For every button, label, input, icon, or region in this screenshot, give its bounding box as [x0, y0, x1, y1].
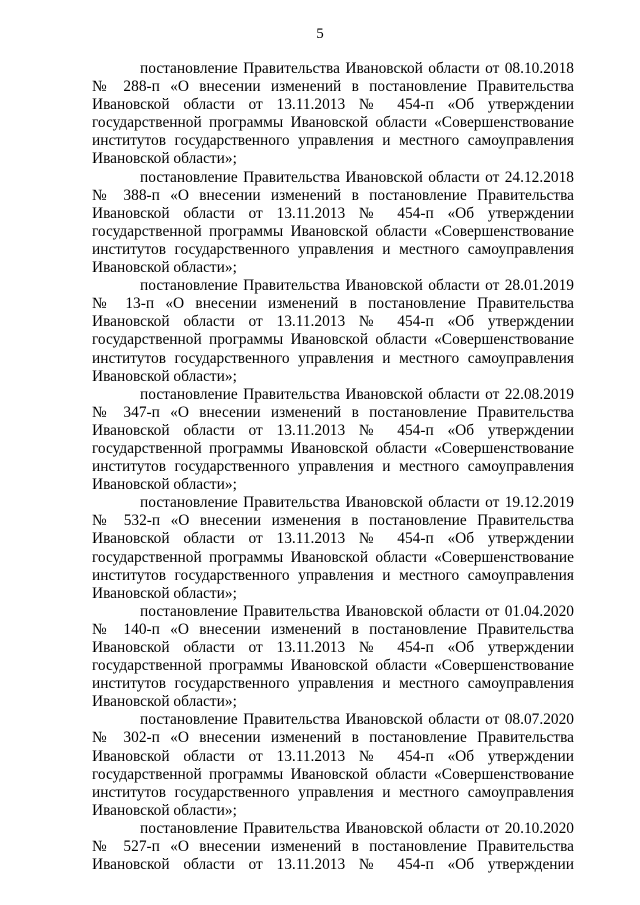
- resolution-entry-line: институтов государственного управления и местного самоуправления: [92, 349, 574, 367]
- resolution-entry-line: Ивановской области от 13.11.2013 № 454-п «Об утверждении: [92, 96, 574, 114]
- resolution-entry: [92, 277, 574, 386]
- resolution-entry-line: институтов государственного управления и местного самоуправления: [92, 566, 574, 584]
- resolution-entry-first-line: постановление Правительства Ивановской области от 28.01.2019: [140, 277, 574, 295]
- resolution-entry-line: институтов государственного управления и местного самоуправления: [92, 240, 574, 258]
- resolution-entry-first-line: постановление Правительства Ивановской области от 22.08.2019: [140, 385, 574, 403]
- resolution-entry-line: государственной программы Ивановской области «Совершенствование: [92, 765, 574, 783]
- resolution-entry-line: институтов государственного управления и местного самоуправления: [92, 783, 574, 801]
- resolution-entry-first-line: постановление Правительства Ивановской области от 19.12.2019: [140, 494, 574, 512]
- resolution-entry-line: институтов государственного управления и местного самоуправления: [92, 675, 574, 693]
- resolution-entry-first-line: постановление Правительства Ивановской области от 01.04.2020: [140, 602, 574, 620]
- resolution-entry-line: государственной программы Ивановской области «Совершенствование: [92, 439, 574, 457]
- resolution-entry-line: Ивановской области от 13.11.2013 № 454-п «Об утверждении: [92, 313, 574, 331]
- resolution-entry-line: № 388-п «О внесении изменений в постановление Правительства: [92, 186, 574, 204]
- resolution-entry-line: государственной программы Ивановской области «Совершенствование: [92, 331, 574, 349]
- resolution-entry-line: Ивановской области»;: [92, 801, 237, 819]
- resolution-entry-line: государственной программы Ивановской области «Совершенствование: [92, 114, 574, 132]
- resolution-entry-line: институтов государственного управления и местного самоуправления: [92, 458, 574, 476]
- resolution-entry-line: № 532-п «О внесении изменения в постановление Правительства: [92, 512, 574, 530]
- resolution-entry: [92, 820, 574, 874]
- resolution-entry: [92, 494, 574, 603]
- resolution-entry-line: № 302-п «О внесении изменений в постановление Правительства: [92, 729, 574, 747]
- resolution-entry-line: Ивановской области от 13.11.2013 № 454-п «Об утверждении: [92, 530, 574, 548]
- resolution-entry-line: государственной программы Ивановской области «Совершенствование: [92, 548, 574, 566]
- resolution-entry: [92, 603, 574, 712]
- resolution-entry-first-line: постановление Правительства Ивановской области от 08.10.2018: [140, 60, 574, 77]
- resolution-entry: [92, 711, 574, 820]
- resolution-entry-line: Ивановской области»;: [92, 259, 237, 277]
- resolution-entry-line: государственной программы Ивановской области «Совершенствование: [92, 657, 574, 675]
- resolution-entry-line: Ивановской области»;: [92, 150, 237, 168]
- resolution-entry: [92, 60, 574, 169]
- resolution-entry-line: Ивановской области от 13.11.2013 № 454-п «Об утверждении: [92, 204, 574, 222]
- resolution-entry-first-line: постановление Правительства Ивановской области от 08.07.2020: [140, 711, 574, 729]
- resolution-entry-line: Ивановской области»;: [92, 584, 237, 602]
- resolution-entry-first-line: постановление Правительства Ивановской области от 20.10.2020: [140, 819, 574, 837]
- resolution-entry-line: Ивановской области от 13.11.2013 № 454-п «Об утверждении: [92, 639, 574, 656]
- resolution-entry-line: Ивановской области»;: [92, 367, 237, 385]
- resolution-entry-line: Ивановской области от 13.11.2013 № 454-п «Об утверждении: [92, 856, 574, 874]
- resolution-entry-first-line: постановление Правительства Ивановской области от 24.12.2018: [140, 168, 574, 186]
- resolution-entry-line: № 527-п «О внесении изменений в постановление Правительства: [92, 838, 574, 856]
- resolution-entry-line: № 288-п «О внесении изменений в постановление Правительства: [92, 78, 574, 96]
- resolution-entry-line: Ивановской области»;: [92, 693, 237, 711]
- resolution-entry-line: № 13-п «О внесении изменений в постановление Правительства: [92, 295, 574, 313]
- resolution-entry-line: институтов государственного управления и местного самоуправления: [92, 132, 574, 150]
- resolution-entry-line: Ивановской области»;: [92, 476, 237, 494]
- page-number: 5: [316, 26, 324, 42]
- resolution-entry-line: Ивановской области от 13.11.2013 № 454-п «Об утверждении: [92, 747, 574, 765]
- resolution-entry-line: Ивановской области от 13.11.2013 № 454-п «Об утверждении: [92, 421, 574, 439]
- resolution-entry-line: № 140-п «О внесении изменений в постановление Правительства: [92, 620, 574, 638]
- resolution-entry: [92, 169, 574, 278]
- document-body: [92, 60, 574, 874]
- resolution-entry-line: государственной программы Ивановской области «Совершенствование: [92, 222, 574, 240]
- resolution-entry: [92, 386, 574, 495]
- resolution-entry-line: № 347-п «О внесении изменений в постановление Правительства: [92, 403, 574, 421]
